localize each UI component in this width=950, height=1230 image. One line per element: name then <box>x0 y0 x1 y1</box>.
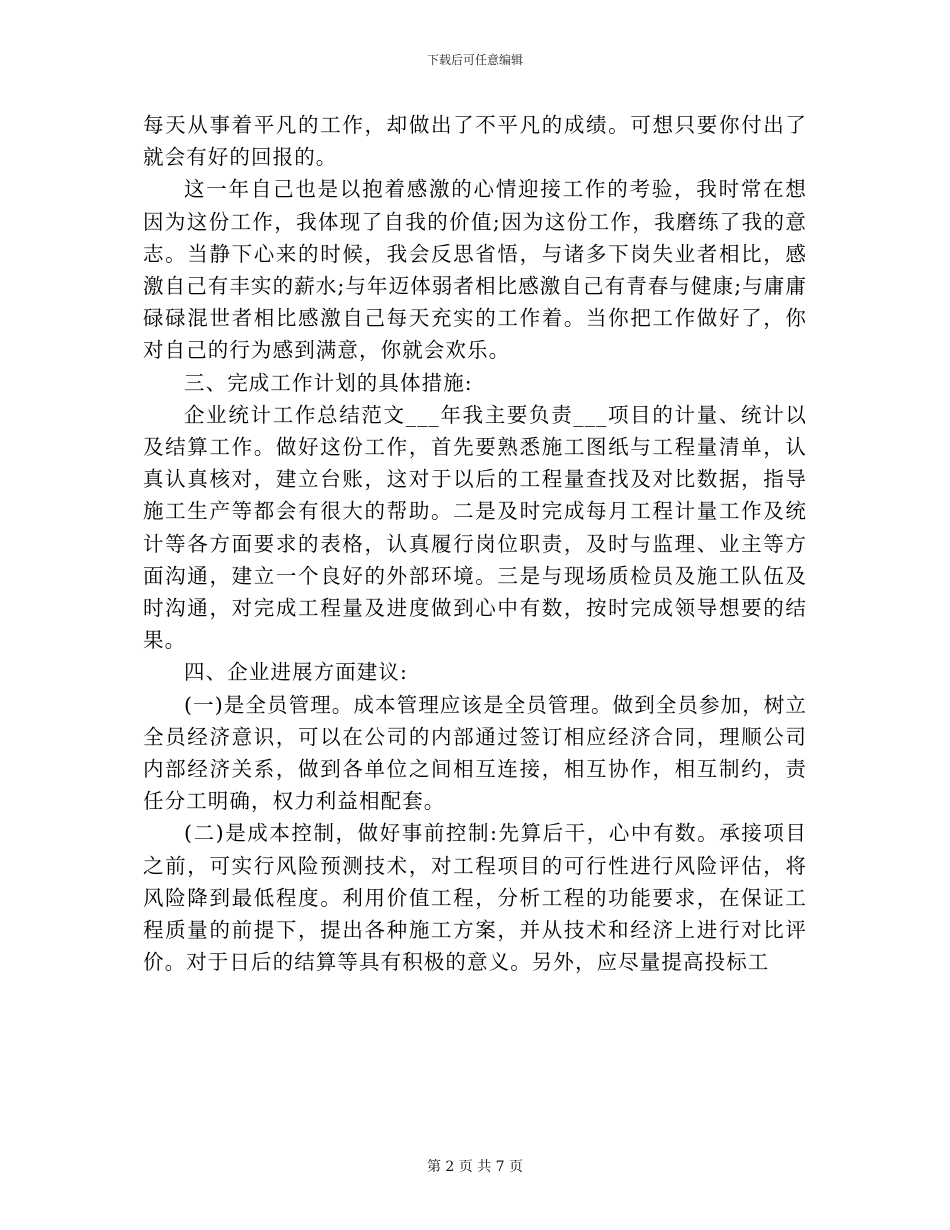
document-body <box>143 109 807 978</box>
paragraph-measures: 企业统计工作总结范文___年我主要负责___项目的计量、统计以及结算工作。做好这份工作，首先要熟悉施工图纸与工程量清单，认真认真核对，建立台账，这对于以后的工程量查找及对比数据，指导施工生产等都会有很大的帮助。二是及时完成每月工程计量工作及统计等各方面要求的表格，认真履行岗位职责，及时与监理、业主等方面沟通，建立一个良好的外部环境。三是与现场质检员及施工队伍及时沟通，对完成工程量及进度做到心中有数，按时完成领导想要的结果。 <box>143 402 807 653</box>
paragraph-continuation: 每天从事着平凡的工作，却做出了不平凡的成绩。可想只要你付出了就会有好的回报的。 <box>143 113 807 170</box>
page-header: 下载后可任意编辑 <box>426 53 523 67</box>
page-number: 第 2 页 共 7 页 <box>426 1159 524 1175</box>
paragraph-suggestion-one: (一)是全员管理。成本管理应该是全员管理。做到全员参加，树立全员经济意识，可以在公司的内部通过签订相应经济合同，理顺公司内部经济关系，做到各单位之间相互连接，相互协作，相互制约，责任分工明确，权力利益相配套。 <box>143 692 807 814</box>
section-heading-measures: 三、完成工作计划的具体措施: <box>184 370 473 395</box>
paragraph-gratitude: 这一年自己也是以抱着感激的心情迎接工作的考验，我时常在想因为这份工作，我体现了自我的价值;因为这份工作，我磨练了我的意志。当静下心来的时候，我会反思省悟，与诸多下岗失业者相比，感激自己有丰实的薪水;与年迈体弱者相比感激自己有青春与健康;与庸庸碌碌混世者相比感激自己每天充实的工作着。当你把工作做好了，你对自己的行为感到满意，你就会欢乐。 <box>143 177 808 363</box>
paragraph-suggestion-two: (二)是成本控制，做好事前控制:先算后干，心中有数。承接项目之前，可实行风险预测技术，对工程项目的可行性进行风险评估，将风险降到最低程度。利用价值工程，分析工程的功能要求，在保证工程质量的前提下，提出各种施工方案，并从技术和经济上进行对比评价。对于日后的结算等具有积极的意义。另外，应尽量提高投标工 <box>143 821 807 975</box>
section-heading-suggestions: 四、企业进展方面建议: <box>184 660 409 685</box>
